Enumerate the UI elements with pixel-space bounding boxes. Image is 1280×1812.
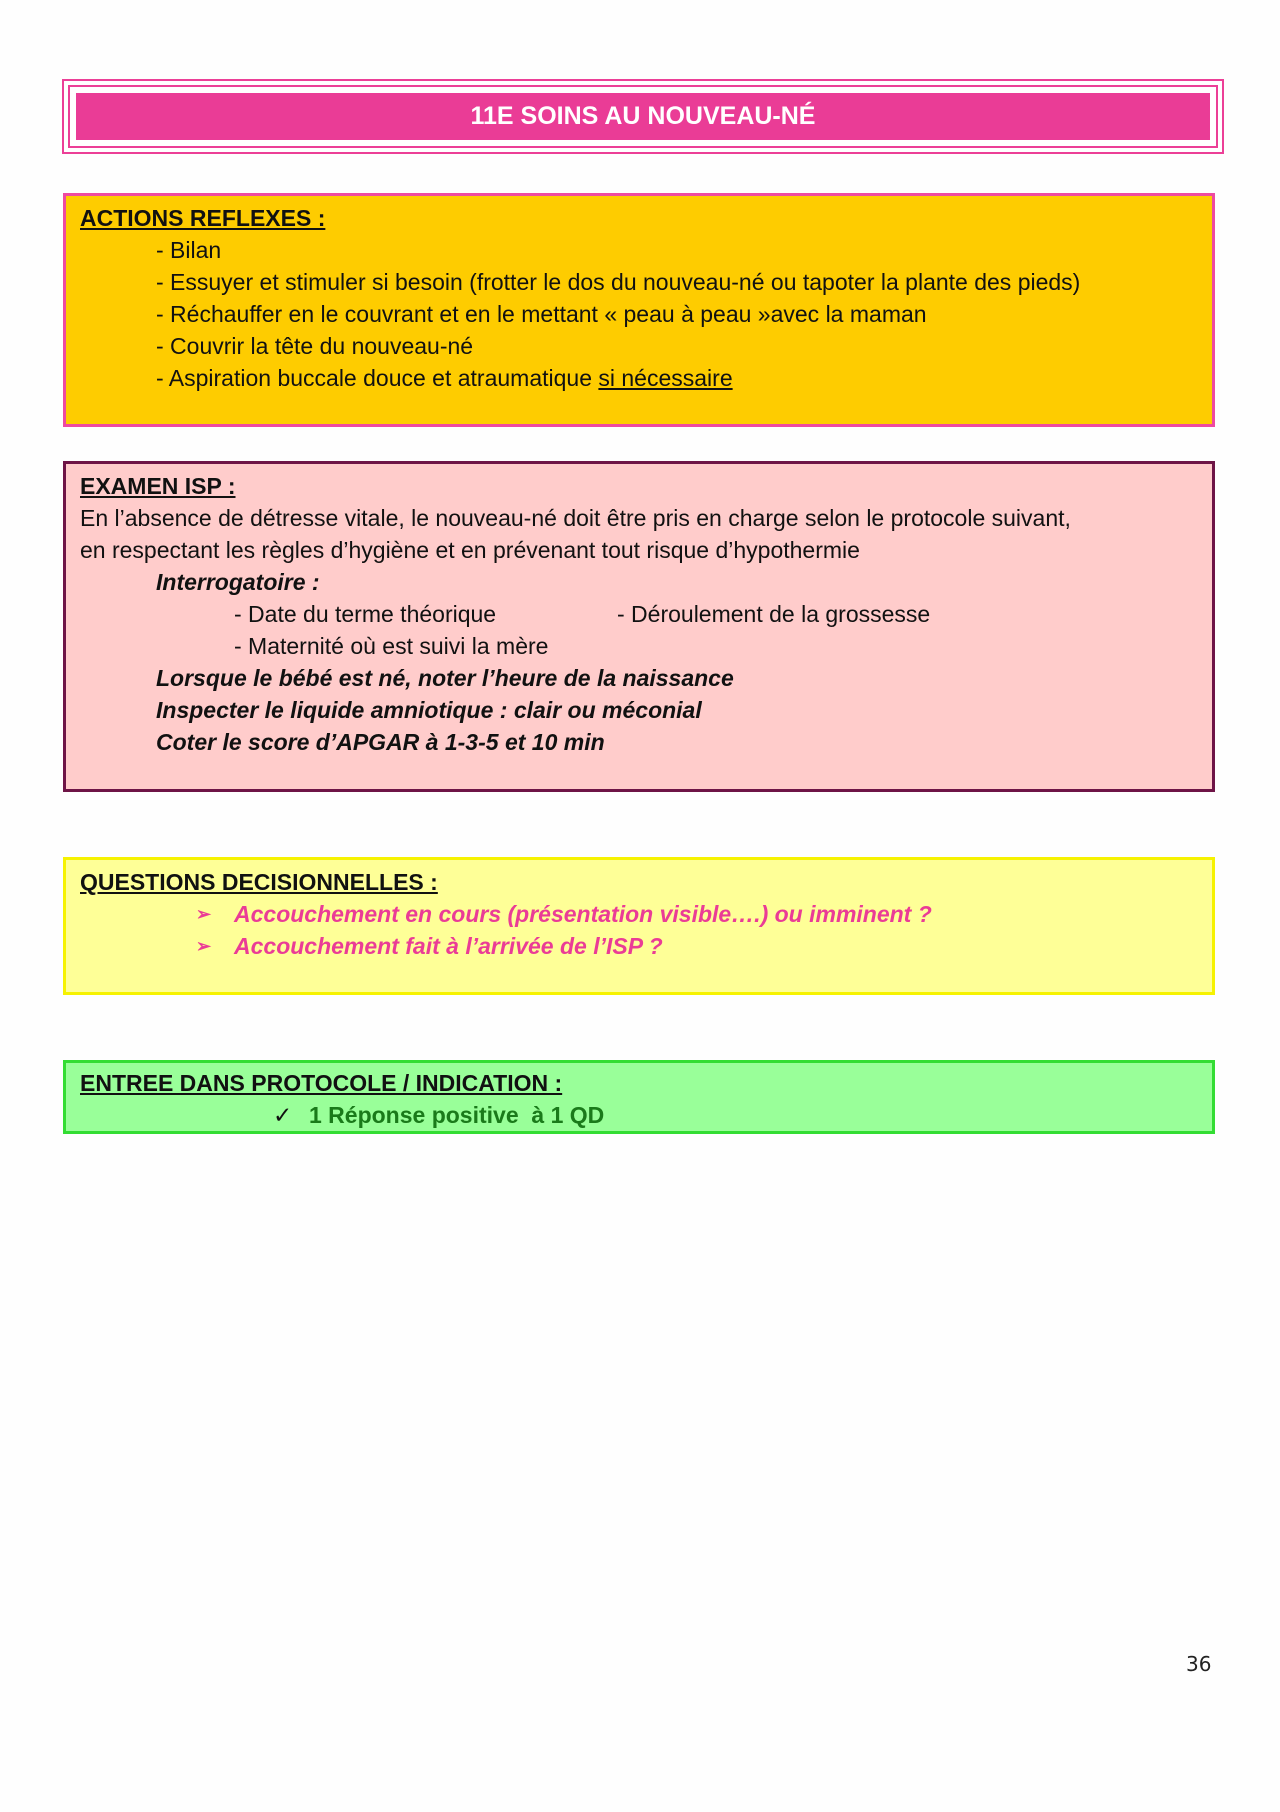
question-text: Accouchement en cours (présentation visible….) ou imminent ? bbox=[234, 901, 932, 927]
questions-heading: QUESTIONS DECISIONNELLES : bbox=[80, 869, 438, 895]
examen-step: Inspecter le liquide amniotique : clair ou méconial bbox=[156, 697, 702, 723]
indication-item bbox=[80, 1099, 1198, 1131]
actions-item-text: - Aspiration buccale douce et atraumatique bbox=[156, 365, 599, 391]
entree-heading: ENTREE DANS PROTOCOLE / INDICATION : bbox=[80, 1070, 563, 1096]
actions-heading: ACTIONS REFLEXES : bbox=[80, 205, 326, 231]
examen-intro-line: en respectant les règles d’hygiène et en prévenant tout risque d’hypothermie bbox=[80, 537, 860, 563]
indication-text: 1 Réponse positive à 1 QD bbox=[309, 1102, 605, 1128]
entree-protocole-box bbox=[63, 1060, 1215, 1134]
examen-heading: EXAMEN ISP : bbox=[80, 473, 236, 499]
interrogatoire-item: - Date du terme théorique bbox=[234, 601, 497, 627]
actions-item bbox=[80, 362, 1198, 394]
page-title: 11E SOINS AU NOUVEAU-NÉ bbox=[470, 102, 816, 130]
actions-reflexes-box bbox=[63, 193, 1215, 427]
question-text: Accouchement fait à l’arrivée de l’ISP ? bbox=[234, 933, 663, 959]
actions-item: - Essuyer et stimuler si besoin (frotter le dos du nouveau-né ou tapoter la plante des pieds) bbox=[156, 269, 1081, 295]
page-number: 36 bbox=[1186, 1652, 1212, 1676]
interrogatoire-label: Interrogatoire : bbox=[156, 569, 320, 595]
examen-step: Lorsque le bébé est né, noter l’heure de la naissance bbox=[156, 665, 734, 691]
actions-item: - Réchauffer en le couvrant et en le mettant « peau à peau »avec la maman bbox=[156, 301, 927, 327]
examen-isp-box bbox=[63, 461, 1215, 792]
arrow-bullet-icon: ➢ bbox=[196, 904, 212, 924]
title-banner bbox=[75, 92, 1211, 141]
actions-item: - Bilan bbox=[156, 237, 222, 263]
interrogatoire-item: - Déroulement de la grossesse bbox=[617, 601, 931, 627]
title-frame bbox=[62, 79, 1224, 154]
actions-item: - Couvrir la tête du nouveau-né bbox=[156, 333, 474, 359]
actions-item-emphasis: si nécessaire bbox=[598, 365, 733, 391]
question-item bbox=[80, 898, 1198, 930]
question-item bbox=[80, 930, 1198, 962]
examen-step: Coter le score d’APGAR à 1-3-5 et 10 min bbox=[156, 729, 605, 755]
examen-intro-line: En l’absence de détresse vitale, le nouveau-né doit être pris en charge selon le protocole suivant, bbox=[80, 505, 1071, 531]
interrogatoire-item: - Maternité où est suivi la mère bbox=[234, 633, 549, 659]
check-icon: ✓ bbox=[273, 1102, 293, 1128]
questions-decisionnelles-box bbox=[63, 857, 1215, 995]
arrow-bullet-icon: ➢ bbox=[196, 936, 212, 956]
interrogatoire-row bbox=[80, 598, 1198, 630]
title-frame-inner bbox=[68, 85, 1218, 148]
